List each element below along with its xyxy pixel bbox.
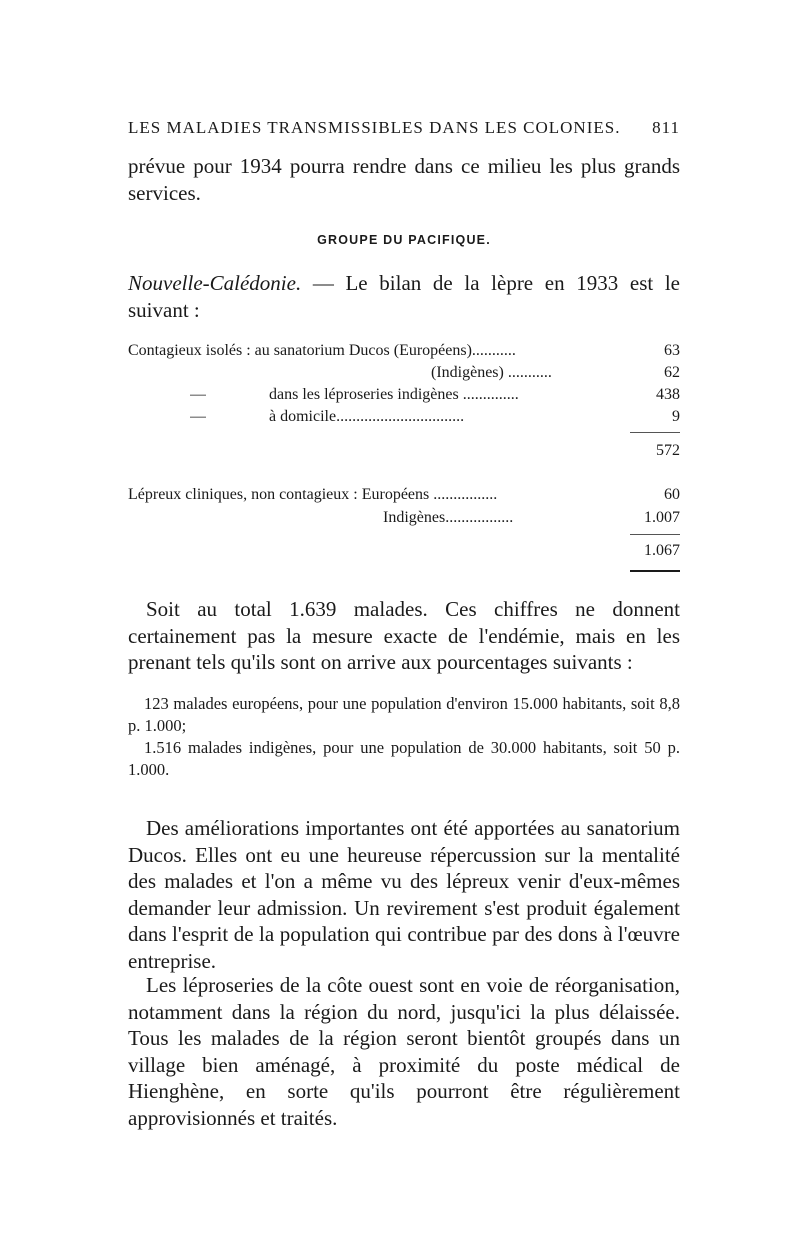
running-head [128,118,680,142]
running-title: LES MALADIES TRANSMISSIBLES DANS LES COLONIES. [128,118,621,137]
row-label: dans les léproseries indigènes .............. [269,386,519,403]
intro-text: prévue pour 1934 pourra rendre dans ce milieu les plus grands services. [128,154,680,205]
body-text: Les léproseries de la côte ouest sont en voie de réorganisation, notamment dans la région du nord, jusqu'ici la plus délaissée. Tous les malades de la région seront bientôt groupés dans un village bien aménagé, à proximité du poste médical de Hienghène, en sorte qu'ils pourront être régulièrement approvisionnés et traités. [128,973,680,1130]
percentages-list [128,693,680,781]
percentage-item [128,737,680,781]
nc-lead: — Le bilan de la lèpre en 1933 est le suivant : [128,271,680,322]
body-paragraph [128,815,680,974]
table-row [128,340,680,362]
row-value: 1.007 [644,509,680,526]
body-paragraph [128,972,680,1131]
percentage-text: 123 malades européens, pour une population d'environ 15.000 habitants, soit 8,8 p. 1.000; [128,694,680,735]
row-label: Lépreux cliniques, non contagieux : Européens ................ [128,486,498,503]
row-label: Contagieux isolés : au sanatorium Ducos (Européens)........... [128,342,516,359]
section-title: GROUPE DU PACIFIQUE. [317,233,491,247]
summary-paragraph [128,596,680,676]
row-value: 60 [664,486,680,503]
table-row [128,484,680,506]
end-rule [630,570,680,572]
row-label: Indigènes................. [383,509,514,526]
total-rule [630,432,680,433]
percentage-item [128,693,680,737]
page-number: 811 [652,118,680,137]
table-total-row [128,440,680,462]
row-value: 438 [656,386,680,403]
percentage-text: 1.516 malades indigènes, pour une population de 30.000 habitants, soit 50 p. 1.000. [128,738,680,779]
row-value: 9 [672,408,680,425]
body-text: Des améliorations importantes ont été apportées au sanatorium Ducos. Elles ont eu une heureuse répercussion sur la mentalité des malades et l'on a même vu des lépreux venir d'eux-mêmes demander leur admission. Un revirement s'est produit également dans l'esprit de la population qui contribue par des dons à l'œuvre entreprise. [128,816,680,973]
row-value: 63 [664,342,680,359]
row-value: 62 [664,364,680,381]
total-rule [630,534,680,535]
table-row [128,406,680,428]
summary-text: Soit au total 1.639 malades. Ces chiffres ne donnent certainement pas la mesure exacte de l'endémie, mais en les prenant tels qu'ils sont on arrive aux pourcentages suivants : [128,597,680,674]
table-row [128,507,680,529]
total-value: 572 [656,442,680,459]
row-label: à domicile................................ [269,408,465,425]
table-row [128,384,680,406]
table-total-row [128,540,680,562]
row-dash: — [190,386,206,403]
intro-paragraph [128,153,680,206]
contagious-table [128,340,680,470]
total-value: 1.067 [644,542,680,559]
nc-name: Nouvelle-Calédonie. [128,271,302,295]
nc-paragraph [128,270,680,323]
row-label: (Indigènes) ........... [431,364,552,381]
row-dash: — [190,408,206,425]
clinical-table [128,484,680,576]
table-row [128,362,680,384]
